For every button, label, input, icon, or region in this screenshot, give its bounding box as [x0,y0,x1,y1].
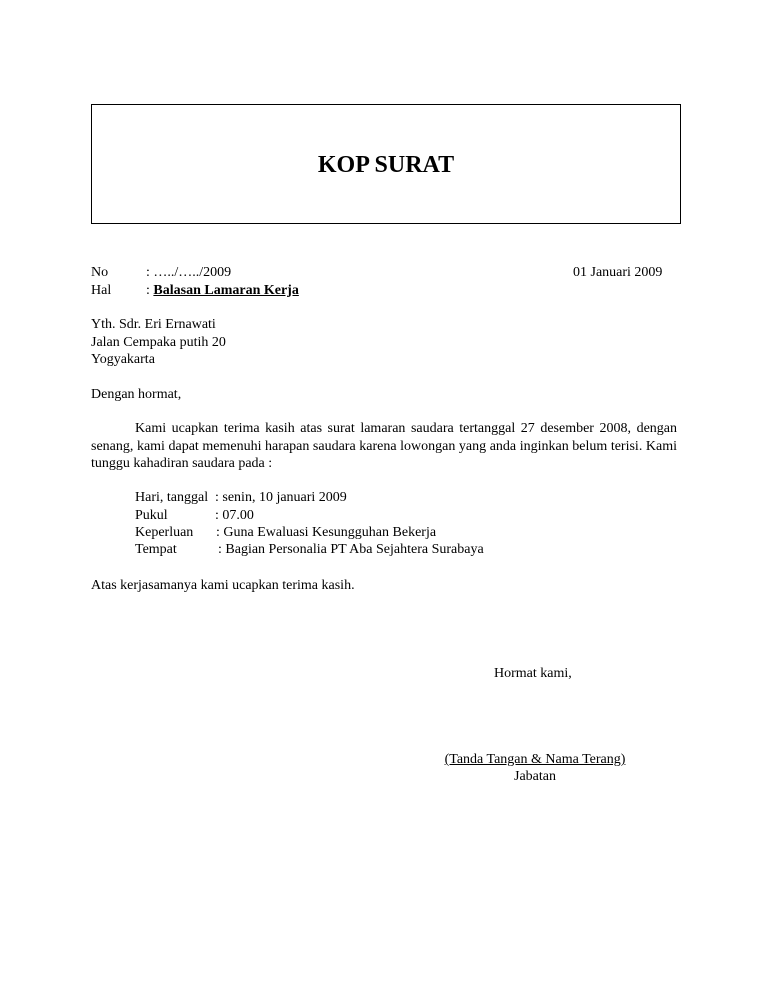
signature-position: Jabatan [514,769,556,784]
subject-colon: : [146,283,154,298]
detail-label-time: Pukul [135,508,168,523]
greeting: Dengan hormat, [91,387,182,402]
letter-date: 01 Januari 2009 [573,265,663,280]
detail-label-place: Tempat [135,542,177,557]
subject-label: Hal [91,283,112,298]
detail-label-day: Hari, tanggal [135,490,209,505]
salutation: Hormat kami, [494,666,572,681]
recipient-city: Yogyakarta [91,352,155,367]
detail-value-time: : 07.00 [215,508,254,523]
body-paragraph: Kami ucapkan terima kasih atas surat lamaran saudara tertanggal 27 desember 2008, dengan senang, kami dapat memenuhi harapan saudara karena lowongan yang anda inginkan belum terisi. Kami tunggu kahadiran saudara pada : [91,421,677,471]
subject-text: Balasan Lamaran Kerja [153,283,299,298]
recipient-street: Jalan Cempaka putih 20 [91,335,226,350]
letterhead-box [91,104,681,224]
detail-value-purpose: : Guna Ewaluasi Kesungguhan Bekerja [216,525,437,540]
signature-name: (Tanda Tangan & Nama Terang) [444,752,626,767]
detail-label-purpose: Keperluan [135,525,194,540]
letterhead-title: KOP SURAT [317,152,455,178]
signature-block [430,751,640,785]
detail-value-place: : Bagian Personalia PT Aba Sejahtera Surabaya [218,542,484,557]
recipient-name: Yth. Sdr. Eri Ernawati [91,317,216,332]
number-label: No [91,265,109,280]
detail-value-day: : senin, 10 januari 2009 [215,490,347,505]
number-value: : …../…../2009 [146,265,232,280]
subject-line [146,282,299,299]
closing-sentence: Atas kerjasamanya kami ucapkan terima kasih. [91,578,355,593]
